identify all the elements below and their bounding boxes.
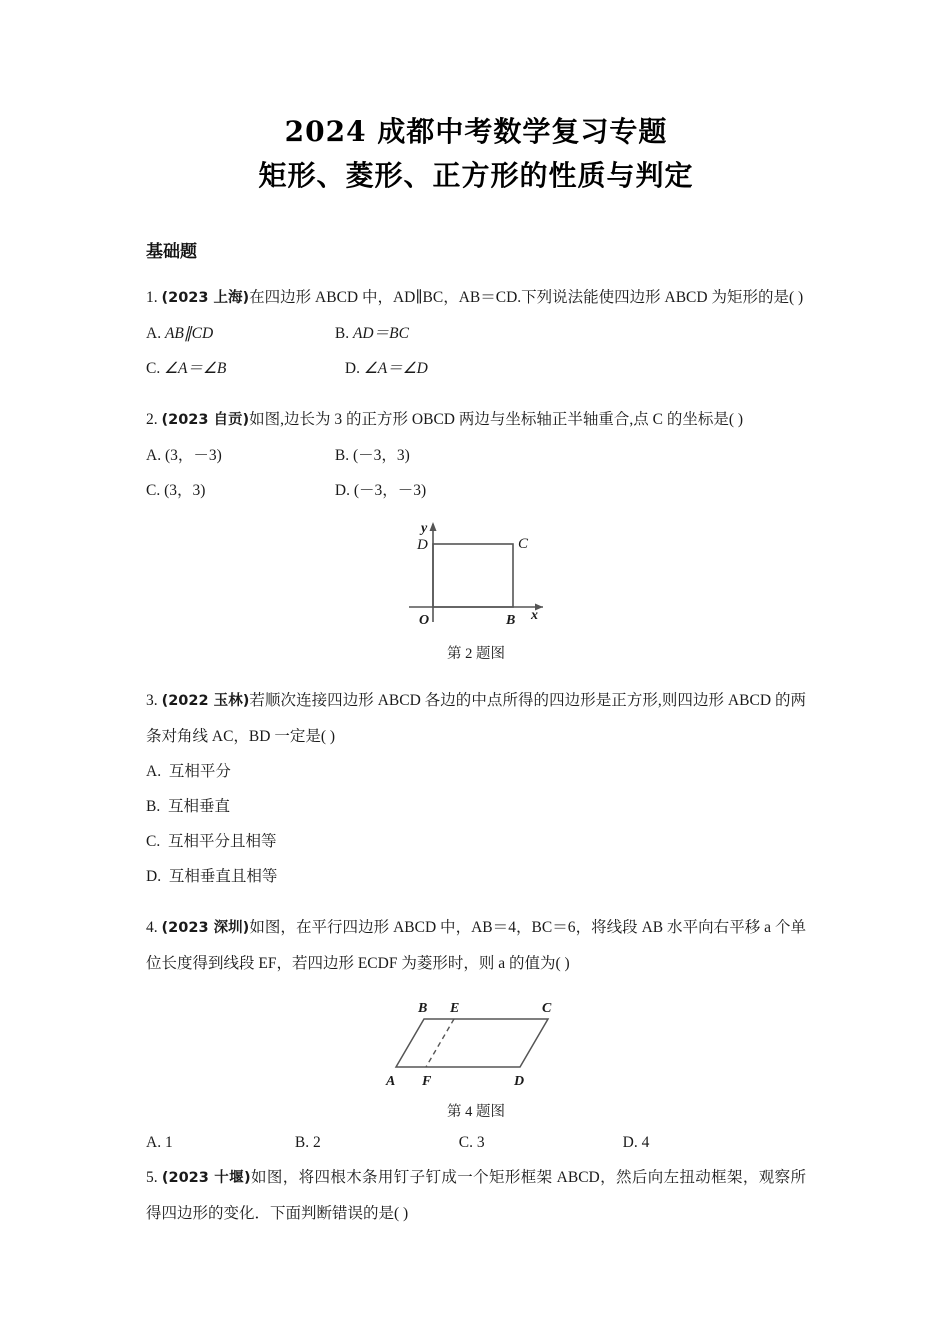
document-page — [146, 0, 806, 1231]
question-1-option-a[interactable]: A. AB∥CD — [146, 325, 214, 342]
question-4-text: 如图，在平行四边形 ABCD 中，AB＝4，BC＝6，将线段 AB 水平向右平移 a 个单位长度得到线段 EF，若四边形 ECDF 为菱形时，则 a 的值为( ) — [146, 919, 807, 972]
label-vertex-b: B — [418, 1001, 428, 1016]
question-3-option-b[interactable]: B. 互相垂直 — [146, 798, 230, 815]
question-1-option-b[interactable]: B. AD＝BC — [334, 325, 409, 342]
question-4-stem — [146, 910, 806, 981]
question-1-stem — [146, 280, 806, 316]
question-4-figure — [146, 987, 806, 1125]
page-title-line1: 2024 成都中考数学复习专题 — [284, 115, 668, 148]
question-5-source: (2023 十堰) — [161, 1170, 251, 1186]
question-4-source: (2023 深圳) — [161, 920, 250, 936]
segment-ef-dashed — [426, 1019, 454, 1067]
question-4-number: 4. — [146, 919, 158, 936]
question-5-text: 如图，将四根木条用钉子钉成一个矩形框架 ABCD，然后向左扭动框架，观察所得四边形的变化．下面判断错误的是( ) — [146, 1169, 806, 1222]
label-vertex-d: D — [514, 1074, 525, 1089]
question-3-option-a[interactable]: A. 互相平分 — [146, 763, 231, 780]
square-obcd — [433, 544, 513, 607]
question-1-options-row1 — [146, 316, 806, 351]
question-2-option-d[interactable]: D. (－3，－3) — [334, 482, 427, 499]
question-4-option-c[interactable]: C. 3 — [458, 1134, 485, 1151]
question-3-source: (2022 玉林) — [161, 693, 250, 709]
parallelogram-diagram — [376, 987, 576, 1092]
question-2-option-b[interactable]: B. (－3，3) — [334, 447, 410, 464]
label-origin: O — [419, 613, 430, 628]
question-3-options — [146, 754, 806, 894]
question-2-options-row2 — [146, 473, 806, 508]
label-x-axis: x — [531, 608, 538, 623]
question-3-text: 若顺次连接四边形 ABCD 各边的中点所得的四边形是正方形,则四边形 ABCD 的两条对角线 AC，BD 一定是( ) — [146, 692, 807, 745]
question-3-stem — [146, 683, 806, 754]
question-2-option-a[interactable]: A. (3，－3) — [146, 447, 222, 464]
coordinate-square-diagram — [391, 514, 561, 634]
section-heading: 基础题 — [146, 242, 197, 262]
question-2-option-c[interactable]: C. (3，3) — [146, 482, 206, 499]
question-1-number: 1. — [146, 289, 158, 306]
question-3-option-c[interactable]: C. 互相平分且相等 — [146, 833, 277, 850]
question-3-option-d[interactable]: D. 互相垂直且相等 — [146, 868, 278, 885]
question-5-stem — [146, 1160, 806, 1231]
question-4-option-b[interactable]: B. 2 — [294, 1134, 321, 1151]
question-1-option-c[interactable]: C. ∠A＝∠B — [146, 360, 227, 377]
question-1-options-row2 — [146, 351, 806, 386]
label-vertex-c: C — [542, 1001, 552, 1016]
label-vertex-e: E — [450, 1001, 460, 1016]
question-4-options — [146, 1125, 806, 1160]
question-1-text: 在四边形 ABCD 中，AD∥BC，AB＝CD.下列说法能使四边形 ABCD 为矩形的是( ) — [249, 289, 804, 306]
question-1-source: (2023 上海) — [161, 290, 250, 306]
label-vertex-c: C — [518, 536, 529, 552]
label-vertex-a: A — [386, 1074, 396, 1089]
question-2-figure-caption: 第 2 题图 — [447, 646, 505, 662]
label-vertex-d: D — [417, 537, 428, 553]
question-5-number: 5. — [146, 1169, 158, 1186]
question-2-text: 如图,边长为 3 的正方形 OBCD 两边与坐标轴正半轴重合,点 C 的坐标是( ) — [249, 411, 744, 428]
question-3-number: 3. — [146, 692, 158, 709]
y-axis-arrow — [430, 522, 437, 531]
question-4-option-d[interactable]: D. 4 — [622, 1134, 650, 1151]
label-y-axis: y — [421, 521, 428, 536]
question-2-number: 2. — [146, 411, 158, 428]
question-1-option-d[interactable]: D. ∠A＝∠D — [344, 360, 428, 377]
question-2-options-row1 — [146, 438, 806, 473]
parallelogram-abcd — [396, 1019, 548, 1067]
label-vertex-f: F — [422, 1074, 432, 1089]
question-4-figure-caption: 第 4 题图 — [447, 1104, 505, 1120]
question-2-source: (2023 自贡) — [161, 412, 250, 428]
page-title-line2: 矩形、菱形、正方形的性质与判定 — [258, 159, 694, 192]
question-2-stem — [146, 402, 806, 438]
label-vertex-b: B — [506, 613, 516, 628]
question-4-option-a[interactable]: A. 1 — [146, 1134, 173, 1151]
question-2-figure — [146, 514, 806, 667]
